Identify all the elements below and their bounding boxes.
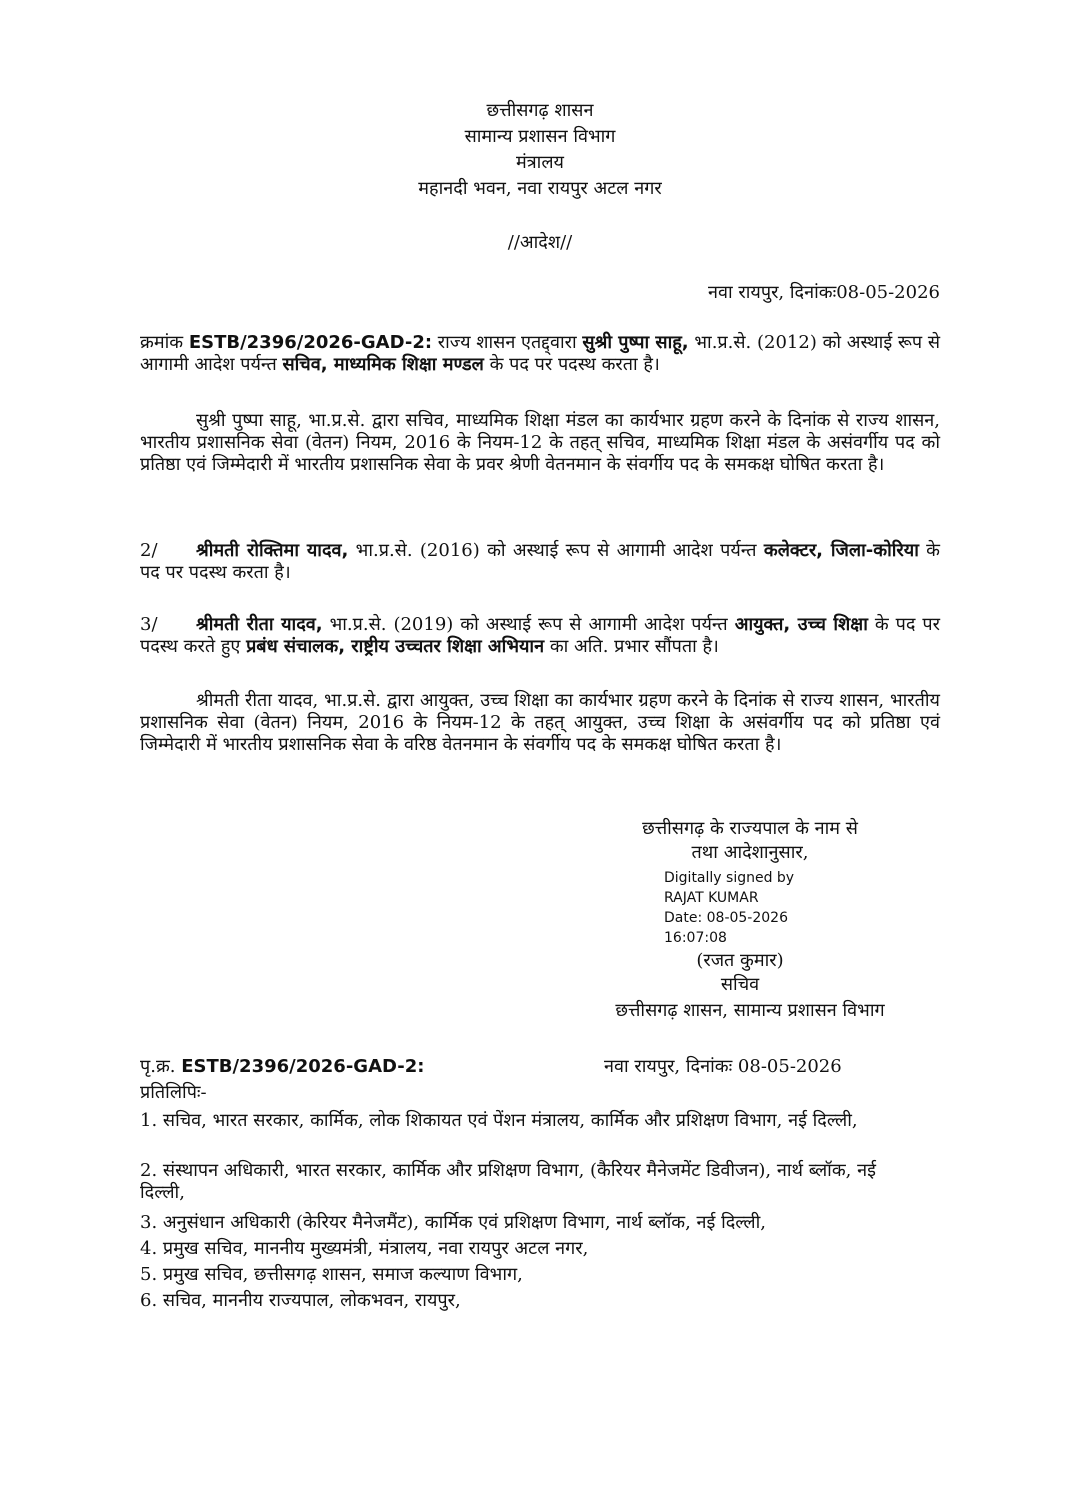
para4-number: 3/ — [140, 614, 158, 635]
post-4: प्रबंध संचालक, राष्ट्रीय उच्चतर शिक्षा अभियान — [246, 636, 545, 657]
copy-item: 4. प्रमुख सचिव, माननीय मुख्यमंत्री, मंत्रालय, नवा रायपुर अटल नगर, — [140, 1238, 589, 1259]
header-ministry: मंत्रालय — [515, 152, 564, 173]
copy-item: 5. प्रमुख सचिव, छत्तीसगढ़ शासन, समाज कल्याण विभाग, — [140, 1264, 523, 1285]
endorsement-date: नवा रायपुर, दिनांकः 08-05-2026 — [604, 1056, 842, 1077]
signatory-designation: सचिव — [720, 974, 760, 995]
copy-item: 2. संस्थापन अधिकारी, भारत सरकार, कार्मिक और प्रशिक्षण विभाग, (कैरियर मैनेजमेंट डिवीजन), नार्थ ब्लॉक, नई दिल्ली, — [140, 1160, 876, 1203]
para1-text-3: के पद पर पदस्थ करता है। — [483, 354, 660, 375]
order-prefix: क्रमांक — [140, 332, 189, 353]
order-title: //आदेश// — [507, 232, 573, 253]
copy-item: 6. सचिव, माननीय राज्यपाल, लोकभवन, रायपुर, — [140, 1290, 461, 1311]
digital-signature-line-1: Digitally signed by — [664, 870, 795, 886]
post-1: सचिव, माध्यमिक शिक्षा मण्डल — [282, 354, 484, 375]
signature-line-2: तथा आदेशानुसार, — [691, 842, 809, 863]
endorsement-prefix: पृ.क्र. — [140, 1056, 182, 1077]
para3-text-1: भा.प्र.से. (2016) को अस्थाई रूप से आगामी आदेश पर्यन्त — [348, 540, 764, 561]
header-govt: छत्तीसगढ़ शासन — [486, 100, 594, 121]
para4-text-1: भा.प्र.से. (2019) को अस्थाई रूप से आगामी आदेश पर्यन्त — [322, 614, 735, 635]
para3-number: 2/ — [140, 540, 158, 561]
order-date: नवा रायपुर, दिनांकः08-05-2026 — [708, 282, 940, 303]
digital-signature-date: Date: 08-05-2026 — [664, 910, 788, 926]
digital-signature-name: RAJAT KUMAR — [664, 890, 759, 906]
order-number: ESTB/2396/2026-GAD-2: — [188, 332, 433, 353]
endorsement-number — [140, 1056, 424, 1078]
paragraph-1 — [140, 332, 940, 376]
signatory-name: (रजत कुमार) — [696, 950, 784, 971]
paragraph-2: सुश्री पुष्पा साहू, भा.प्र.से. द्वारा सचिव, माध्यमिक शिक्षा मंडल का कार्यभार ग्रहण करने के दिनांक से राज्य शासन, भारतीय प्रशासनिक सेवा (वेतन) नियम, 2016 के नियम-12 के तहत् सचिव, माध्यमिक शिक्षा मंडल के असंवर्गीय पद को प्रतिष्ठा एवं जिम्मेदारी में भारतीय प्रशासनिक सेवा के प्रवर श्रेणी वेतनमान के संवर्गीय पद के समकक्ष घोषित करता है। — [140, 410, 940, 475]
header-address: महानदी भवन, नवा रायपुर अटल नगर — [418, 178, 662, 199]
para4-text-2: के पद पर पदस्थ करते हुए — [140, 614, 941, 657]
officer-name-1: सुश्री पुष्पा साहू, — [582, 332, 689, 353]
para3-text-2: के पद पर पदस्थ करता है। — [140, 540, 941, 583]
copy-item: 3. अनुसंधान अधिकारी (केरियर मैनेजमैंट), कार्मिक एवं प्रशिक्षण विभाग, नार्थ ब्लॉक, नई दिल्ली, — [140, 1212, 766, 1233]
para1-text-2: भा.प्र.से. (2012) को अस्थाई रूप से आगामी आदेश पर्यन्त — [140, 332, 941, 375]
post-2: कलेक्टर, जिला-कोरिया — [763, 540, 919, 561]
officer-name-3: श्रीमती रीता यादव, — [196, 614, 323, 635]
digital-signature-time: 16:07:08 — [664, 930, 727, 946]
copy-to-label: प्रतिलिपिः- — [140, 1082, 207, 1103]
paragraph-3 — [140, 540, 940, 584]
para4-text-3: का अति. प्रभार सौंपता है। — [544, 636, 719, 657]
endorsement-order-number: ESTB/2396/2026-GAD-2: — [181, 1056, 425, 1077]
officer-name-2: श्रीमती रोक्तिमा यादव, — [196, 540, 349, 561]
header-department: सामान्य प्रशासन विभाग — [464, 126, 616, 147]
signatory-department: छत्तीसगढ़ शासन, सामान्य प्रशासन विभाग — [615, 1000, 885, 1021]
post-3: आयुक्त, उच्च शिक्षा — [734, 614, 868, 635]
signature-line-1: छत्तीसगढ़ के राज्यपाल के नाम से — [642, 818, 858, 839]
para1-text-1: राज्य शासन एतद्द्वारा — [432, 332, 583, 353]
paragraph-4 — [140, 614, 940, 658]
copy-item: 1. सचिव, भारत सरकार, कार्मिक, लोक शिकायत एवं पेंशन मंत्रालय, कार्मिक और प्रशिक्षण विभाग, नई दिल्ली, — [140, 1110, 858, 1131]
paragraph-5: श्रीमती रीता यादव, भा.प्र.से. द्वारा आयुक्त, उच्च शिक्षा का कार्यभार ग्रहण करने के दिनांक से राज्य शासन, भारतीय प्रशासनिक सेवा (वेतन) नियम, 2016 के नियम-12 के तहत् आयुक्त, उच्च शिक्षा के असंवर्गीय पद को प्रतिष्ठा एवं जिम्मेदारी में भारतीय प्रशासनिक सेवा के वरिष्ठ वेतनमान के संवर्गीय पद के समकक्ष घोषित करता है। — [140, 690, 940, 755]
